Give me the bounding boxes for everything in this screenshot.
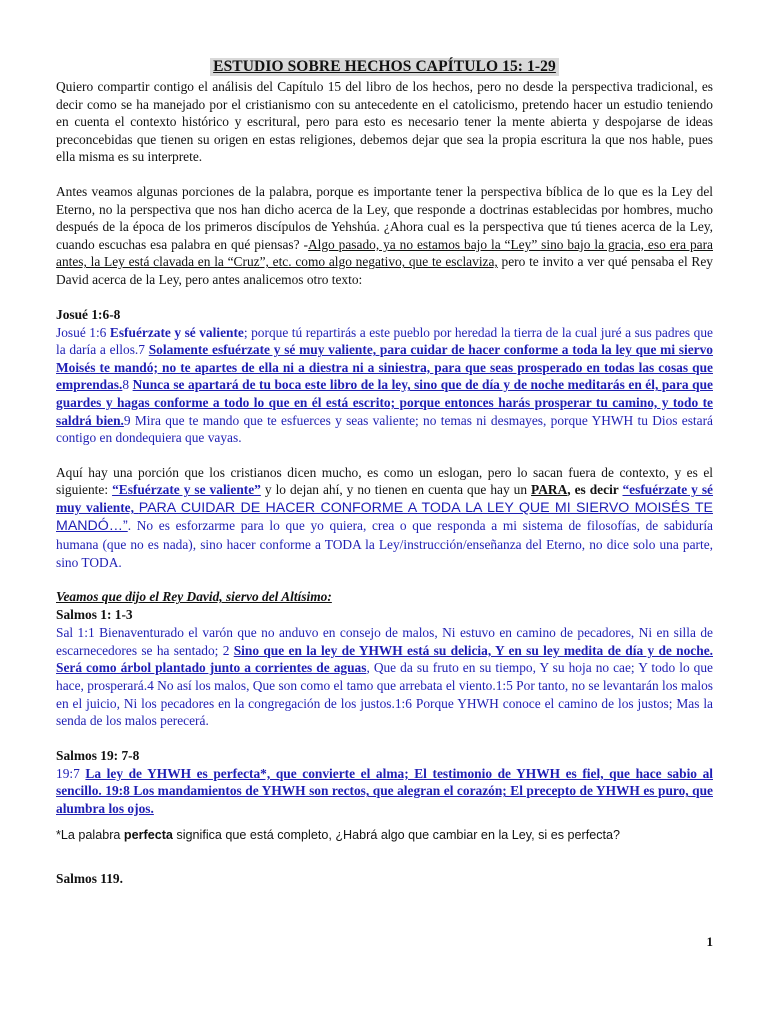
josue-verse-8: 8 (122, 377, 133, 393)
slogan-caps: PARA CUIDAR DE HACER CONFORME A TODA LA LEY QUE MI SIERVO MOISÉS TE MANDÓ…” (56, 499, 713, 535)
salmos19-bold: La ley de YHWH es perfecta*, que convierte el alma; El testimonio de YHWH es fiel, que hace sabio al sencillo. 19:8 Los mandamientos de YHWH son rectos, que alegran el corazón; El precepto de YHWH es puro, que alumbra los ojos. (56, 765, 713, 816)
josue-bold-3: Nunca se apartará de tu boca este libro de la ley, sino que de día y de noche meditarás en él, para que guardes y hagas conforme a todo lo que en él está escrito; porque entonces harás prosperar tu camino, y todo te saldrá bien. (56, 377, 713, 428)
salmos1-bold: Sino que en la ley de YHWH está su delicia, Y en su ley medita de día y de noche. Será como árbol plantado junto a corrientes de aguas (56, 642, 713, 676)
salmos19-passage (56, 765, 713, 818)
salmos19-heading: Salmos 19: 7-8 (56, 747, 140, 763)
josue-passage (56, 324, 713, 447)
law-perspective-underlined: Algo pasado, ya no estamos bajo la “Ley” sino bajo la gracia, eso era para antes, la Ley está clavada en la “Cruz”, etc. como algo negativo, que te esclaviza, (56, 236, 713, 270)
slogan-para: PARA (531, 482, 568, 498)
salmos1-text-2: , Que da su fruto en su tiempo, Y su hoja no cae; Y todo lo que hace, prosperará.4 No así los malos, Que son como el tamo que arrebata el viento.1:5 Por tanto, no se levantarán los malos en el juicio, Ni los pecadores en la congregación de los justos.1:6 Porque YHWH conoce el camino de los justos; Mas la senda de los malos perecerá. (56, 660, 713, 729)
slogan-es-decir: , es decir (567, 482, 623, 498)
david-heading: Veamos que dijo el Rey David, siervo del Altísimo: (56, 589, 332, 605)
josue-bold-2: Solamente esfuérzate y sé muy valiente, para cuidar de hacer conforme a toda la ley que mi siervo Moisés te mandó; no te apartes de ella ni a diestra ni a siniestra, para que seas prosperado en todas las cosas que emprendas. (56, 342, 714, 393)
slogan-text-1: Aquí hay una porción que los cristianos dicen mucho, es como un eslogan, pero lo sacan fuera de contexto, y es el siguiente: (56, 464, 713, 498)
note-text-2: significa que está completo, ¿Habrá algo que cambiar en la Ley, si es perfecta? (172, 827, 621, 842)
law-perspective-text-a: Antes veamos algunas porciones de la palabra, porque es importante tener la perspectiva bíblica de lo que es la Ley del Eterno, no la perspectiva que nos han dicho acerca de la Ley, que responde a doctrinas establecidas por hombres, mucho después de la época de los primeros discípulos de Yehshúa. ¿Ahora cual es la perspectiva que tú tienes acerca de la Ley, cuando escuchas esa palabra en qué piensas? - (56, 183, 713, 252)
slogan-quote-2: “esfuérzate y sé muy valiente, (56, 482, 714, 515)
document-title: ESTUDIO SOBRE HECHOS CAPÍTULO 15: 1-29 (210, 58, 559, 76)
spacer (56, 166, 713, 183)
intro-paragraph: Quiero compartir contigo el análisis del Capítulo 15 del libro de los hechos, pero no desde la perspectiva tradicional, es decir como se ha manejado por el cristianismo con su antecedente en el catolicismo, pretendo hacer un estudio teniendo en cuenta el contexto histórico y escritural, pero para esto es necesario tener la mente abierta y despojarse de ideas preconcebidas que tienen su origen en estas religiones, debemos dejar que sea la propia escritura la que nos hable, pues ella misma es su interprete. (56, 79, 713, 165)
spacer (56, 730, 713, 747)
spacer (56, 571, 713, 588)
perfecta-note (56, 827, 713, 845)
slogan-text-2: y lo dejan ahí, y no tienen en cuenta que hay un (260, 482, 532, 498)
spacer (56, 818, 713, 827)
law-perspective-text-b: pero te invito a ver qué pensaba el Rey David acerca de la Ley, pero antes analicemos otro texto: (56, 254, 713, 287)
slogan-paragraph (56, 464, 713, 572)
spacer (56, 289, 713, 306)
page-number: 1 (706, 934, 713, 949)
salmos1-text-1: Sal 1:1 Bienaventurado el varón que no anduvo en consejo de malos, Ni estuvo en camino de pecadores, Ni en silla de escarnecedores se ha sentado; 2 (56, 625, 713, 658)
spacer (56, 861, 713, 870)
title-wrap (56, 58, 713, 76)
josue-text-2: 9 Mira que te mando que te esfuerces y seas valiente; no temas ni desmayes, porque YHWH tu Dios estará contigo en dondequiera que vayas. (56, 412, 714, 446)
law-perspective-paragraph (56, 183, 713, 289)
josue-ref: Josué 1:6 (56, 324, 110, 340)
salmos1-heading: Salmos 1: 1-3 (56, 607, 133, 623)
salmos1-passage (56, 624, 713, 730)
spacer (56, 844, 713, 861)
note-text-1: *La palabra (56, 827, 124, 842)
slogan-text-3: . No es esforzarme para lo que yo quiera, crea o que responda a mi sistema de filosofías, de sabiduría humana (que no es nada), sino hacer conforme a TODA la Ley/instrucción/enseñanza del Eterno, no dice solo una parte, sino TODA. (56, 518, 713, 570)
note-bold: perfecta (123, 827, 173, 842)
slogan-quote: “Esfuérzate y se valiente” (112, 482, 261, 498)
josue-bold-1: Esfuérzate y sé valiente (109, 324, 244, 340)
spacer (56, 447, 713, 464)
josue-text-1: ; porque tú repartirás a este pueblo por heredad la tierra de la cual juré a sus padres que la daría a ellos.7 (56, 324, 713, 358)
salmos19-ref: 19:7 (56, 765, 86, 781)
josue-heading: Josué 1:6-8 (56, 306, 121, 322)
salmos119-heading: Salmos 119. (56, 871, 123, 887)
